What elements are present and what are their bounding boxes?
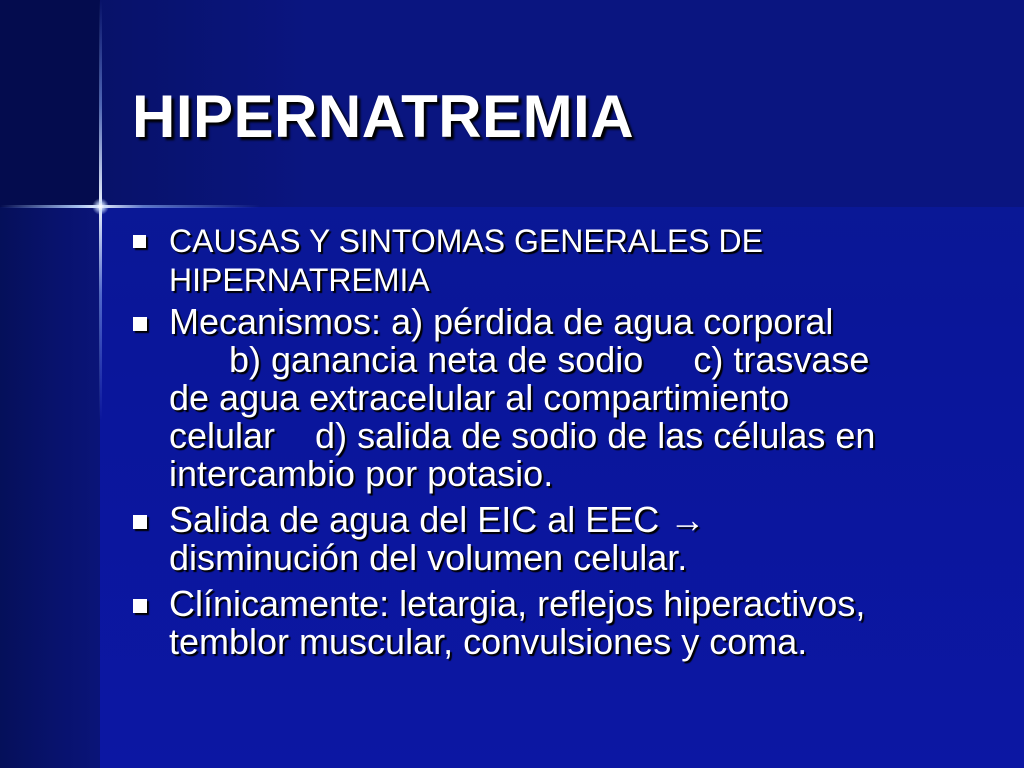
bullet-item-clinicamente: [131, 585, 991, 661]
bullet-line: temblor muscular, convulsiones y coma.: [169, 621, 808, 662]
slide-title: HIPERNATREMIA: [132, 83, 635, 150]
bullet-item-causas: [131, 222, 991, 300]
bullet-line: Salida de agua del EIC al EEC →: [169, 499, 706, 540]
bullet-line: HIPERNATREMIA: [169, 262, 430, 298]
glow-horizontal-line: [0, 205, 260, 208]
square-bullet-icon: [133, 515, 147, 529]
bullet-line: Clínicamente: letargia, reflejos hiperactivos,: [169, 583, 866, 624]
bullet-list: [131, 222, 991, 669]
bullet-line: de agua extracelular al compartimiento: [169, 377, 790, 418]
bullet-item-mecanismos: [131, 303, 991, 493]
bullet-line: CAUSAS Y SINTOMAS GENERALES DE: [169, 223, 763, 259]
title-band-corner: [0, 0, 100, 207]
star-glow-icon: [92, 198, 109, 215]
bullet-line: celular d) salida de sodio de las células en: [169, 415, 876, 456]
square-bullet-icon: [133, 317, 147, 331]
bullet-line: disminución del volumen celular.: [169, 537, 688, 578]
bullet-line: b) ganancia neta de sodio c) trasvase: [169, 339, 870, 380]
bullet-item-salida-agua: [131, 501, 991, 577]
bullet-line: Mecanismos: a) pérdida de agua corporal: [169, 301, 834, 342]
bullet-line: intercambio por potasio.: [169, 453, 554, 494]
square-bullet-icon: [133, 599, 147, 613]
square-bullet-icon: [133, 235, 146, 248]
